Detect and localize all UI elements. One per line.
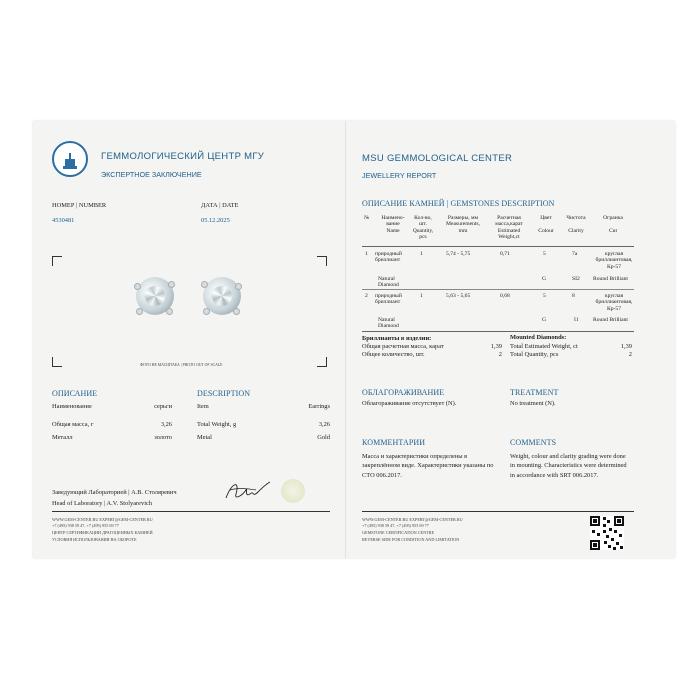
mounted-label-ru: Общее количество, шт. xyxy=(362,351,425,358)
prong xyxy=(134,283,141,290)
prong xyxy=(203,308,210,315)
stone-name-en: Natural Diamond xyxy=(378,317,399,330)
mounted-title-en: Mounted Diamonds: xyxy=(510,334,567,341)
footer-line: GEMSTONE CERTIFICATION CENTRE xyxy=(362,530,435,535)
signature-image xyxy=(222,478,272,504)
hologram-seal xyxy=(281,479,305,503)
col-meas-header xyxy=(441,215,485,234)
col-qty-header-en: Quantity, pcs xyxy=(412,227,434,241)
prong xyxy=(235,283,242,290)
stone-measurements: 5,74 - 5,75 xyxy=(446,251,471,257)
prong xyxy=(201,281,208,288)
date-label: ДАТА | DATE xyxy=(201,202,239,209)
stone-name-en: Natural Diamond xyxy=(378,276,399,289)
col-colour-header-ru: Цвет xyxy=(540,215,552,221)
comments-text-en: Weight, colour and clarity grading were done in mounting. Characteristics were determined in accordance with SRT 006.2017. xyxy=(510,453,627,479)
table-bottom-divider xyxy=(362,331,634,332)
stone-cut-ru: круглая бриллиантовая, Кр-57 xyxy=(595,293,633,312)
stone-cut-ru: круглая бриллиантовая, Кр-57 xyxy=(595,251,633,270)
treatment-text-ru: Облагораживание отсутствует (N). xyxy=(362,400,457,407)
desc-value-ru: 3,26 xyxy=(160,421,172,428)
stone-colour-en: G xyxy=(542,276,547,282)
stone-clarity-ru: 7а xyxy=(572,251,578,257)
qr-code-icon xyxy=(590,516,624,550)
desc-label-ru: Наименование xyxy=(52,403,92,410)
mounted-value-en: 2 xyxy=(628,351,632,358)
col-qty-header-ru: Кол-во, шт. xyxy=(414,215,432,228)
photo-frame-corner xyxy=(52,357,62,367)
comments-text-ru: Масса и характеристики определены в закреплённом виде. Характеристики указаны по СТО 006.2017. xyxy=(362,453,494,479)
prong xyxy=(168,281,175,288)
treatment-title-ru: ОБЛАГОРАЖИВАНИЕ xyxy=(362,388,445,397)
stone-weight: 0,68 xyxy=(500,293,510,299)
prong xyxy=(233,308,240,315)
prong xyxy=(166,308,173,315)
table-row-divider xyxy=(362,289,634,290)
stone-measurements: 5,63 - 5,65 xyxy=(446,293,471,299)
stone-cut-en: Round Brilliant xyxy=(593,276,628,282)
stone-qty: 1 xyxy=(420,251,423,257)
col-name-header-ru: Наимено-вание xyxy=(381,215,405,228)
footer-divider xyxy=(362,511,634,512)
number-value: 4530481 xyxy=(52,217,75,224)
desc-label-en: Total Weight, g xyxy=(197,421,237,428)
col-clarity-header-ru: Чистота xyxy=(566,215,586,221)
number-label: НОМЕР | NUMBER xyxy=(52,202,107,209)
col-weight-header-en: Estimated Weight,ct xyxy=(497,227,521,241)
stone-qty: 1 xyxy=(420,293,423,299)
stone-colour-en: G xyxy=(542,317,547,323)
footer-line: WWW.GEM-CENTER.RU EXPERT@GEM-CENTER.RU xyxy=(362,517,463,522)
col-meas-header-ru: Размеры, мм xyxy=(447,215,479,221)
col-weight-header-ru: Расчетная масса,карат xyxy=(495,215,523,228)
col-clarity-header-en: Clarity xyxy=(568,227,584,234)
desc-value-ru: серьги xyxy=(154,403,172,410)
head-of-lab-ru: Заведующий Лабораторией | А.В. Столяревич xyxy=(52,489,177,496)
treatment-text-en: No treatment (N). xyxy=(510,400,556,407)
stone-clarity-ru: 8 xyxy=(572,293,575,299)
mounted-title-ru: Бриллианты в изделии: xyxy=(362,335,432,342)
mounted-value-ru: 1,39 xyxy=(490,343,502,350)
mounted-label-en: Total Quantity, pcs xyxy=(510,351,559,358)
footer-line: +7 (495) 938 59 47, +7 (495) 955 69 77 xyxy=(362,523,429,528)
stone-clarity-en: SI2 xyxy=(572,276,580,282)
mounted-label-en: Total Estimated Weight, ct xyxy=(510,343,578,350)
footer-line: ЦЕНТР СЕРТИФИКАЦИИ ДРАГОЦЕННЫХ КАМНЕЙ xyxy=(52,530,153,535)
col-cut-header-en: Cut xyxy=(608,227,618,234)
prong xyxy=(136,308,143,315)
stone-colour-ru: 5 xyxy=(543,251,546,257)
center-name-ru: ГЕММОЛОГИЧЕСКИЙ ЦЕНТР МГУ xyxy=(101,151,265,162)
description-title-ru: ОПИСАНИЕ xyxy=(52,389,98,398)
desc-value-en: Gold xyxy=(317,434,330,441)
desc-value-en: Earrings xyxy=(308,403,330,410)
footer-line: REVERSE SIDE FOR CONDITION AND LIMITATION xyxy=(362,537,460,542)
col-cut-header xyxy=(594,215,632,234)
desc-value-ru: золото xyxy=(154,434,172,441)
col-colour-header-en: Colour xyxy=(538,227,554,234)
stone-name-ru: природный бриллиант xyxy=(375,251,402,264)
desc-label-ru: Общая масса, г xyxy=(52,421,94,428)
col-cut-header-ru: Огранка xyxy=(603,215,623,221)
treatment-title-en: TREATMENT xyxy=(510,388,559,397)
center-name-en: MSU GEMMOLOGICAL CENTER xyxy=(362,153,513,164)
photo-caption: ФОТО НЕ МАСШТАБА | PHOTO OUT OF SCALE xyxy=(140,363,223,367)
report-type-ru: ЭКСПЕРТНОЕ ЗАКЛЮЧЕНИЕ xyxy=(101,170,202,179)
photo-frame-corner xyxy=(52,256,62,266)
head-of-lab-en: Head of Laboratory | A.V. Stolyarevich xyxy=(52,500,153,507)
mounted-value-en: 1,39 xyxy=(620,343,632,350)
footer-line: WWW.GEM-CENTER.RU EXPERT@GEM-CENTER.RU xyxy=(52,517,153,522)
stone-colour-ru: 5 xyxy=(543,293,546,299)
col-no-header: № xyxy=(364,215,370,221)
stone-name-ru: природный бриллиант xyxy=(375,293,402,306)
report-type-en: JEWELLERY REPORT xyxy=(362,171,437,180)
stone-clarity-en: I1 xyxy=(574,317,579,323)
table-header-divider xyxy=(362,246,634,247)
col-name-header xyxy=(376,215,410,234)
stone-cut-en: Round Brilliant xyxy=(593,317,628,323)
stones-title: ОПИСАНИЕ КАМНЕЙ | GEMSTONES DESCRIPTION xyxy=(362,199,555,208)
center-fold xyxy=(345,121,346,558)
stone-weight: 0,71 xyxy=(500,251,510,257)
col-meas-header-en: Measurements, mm xyxy=(445,221,481,234)
desc-value-en: 3,26 xyxy=(318,421,330,428)
col-weight-header xyxy=(488,215,530,241)
footer-line: УСЛОВИЯ ИСПОЛЬЗОВАНИЯ НА ОБОРОТЕ xyxy=(52,537,137,542)
msu-logo-icon xyxy=(52,141,88,177)
photo-frame-corner xyxy=(317,357,327,367)
col-clarity-header xyxy=(562,215,590,234)
mounted-value-ru: 2 xyxy=(498,351,502,358)
stone-no: 2 xyxy=(365,293,368,299)
mounted-label-ru: Общая расчетная масса, карат xyxy=(362,343,444,350)
date-value: 05.12.2025 xyxy=(201,217,230,224)
col-colour-header xyxy=(534,215,558,234)
photo-frame-corner xyxy=(317,256,327,266)
footer-divider xyxy=(52,511,330,512)
desc-label-ru: Металл xyxy=(52,434,73,441)
footer-line: +7 (495) 938 59 47, +7 (495) 955 69 77 xyxy=(52,523,119,528)
stone-no: 1 xyxy=(365,251,368,257)
col-qty-header xyxy=(411,215,435,241)
comments-title-ru: КОММЕНТАРИИ xyxy=(362,438,426,447)
description-title-en: DESCRIPTION xyxy=(197,389,251,398)
desc-label-en: Item xyxy=(197,403,209,410)
comments-title-en: COMMENTS xyxy=(510,438,557,447)
col-name-header-en: Name xyxy=(386,227,400,234)
desc-label-en: Metal xyxy=(197,434,212,441)
